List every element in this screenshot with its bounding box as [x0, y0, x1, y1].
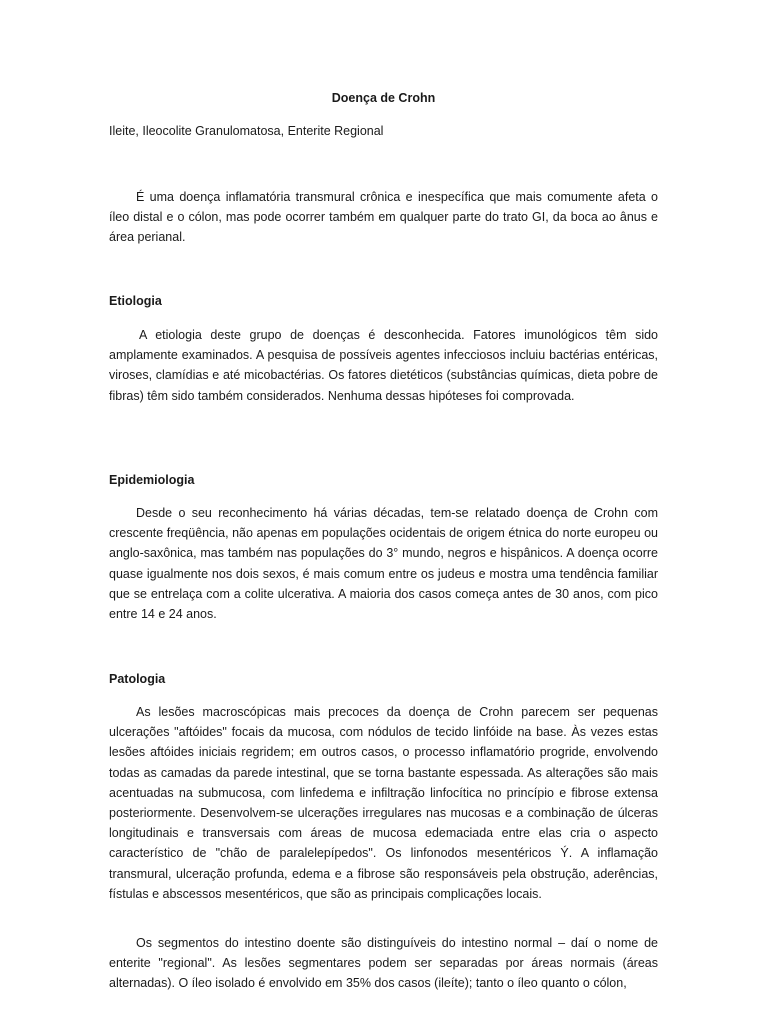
- document-subtitle: Ileite, Ileocolite Granulomatosa, Enterite Regional: [109, 124, 384, 138]
- intro-paragraph: É uma doença inflamatória transmural crônica e inespecífica que mais comumente afeta o íleo distal e o cólon, mas pode ocorrer também em qualquer parte do trato GI, da boca ao ânus e área perianal.: [109, 190, 658, 245]
- section-heading-etiologia: Etiologia: [109, 294, 162, 308]
- section-heading-patologia: Patologia: [109, 672, 166, 686]
- patologia-paragraph-1: As lesões macroscópicas mais precoces da doença de Crohn parecem ser pequenas ulcerações "aftóides" focais da mucosa, com nódulos de tecido linfóide na base. Às vezes estas lesões aftóides iniciais regridem; em outros casos, o processo inflamatório progride, envolvendo todas as camadas da parede intestinal, que se torna bastante espessada. As alterações são mais acentuadas na submucosa, com linfedema e infiltração linfocítica no princípio e fibrose extensa posteriormente. Desenvolvem-se ulcerações irregulares nas mucosas e a combinação de úlceras longitudinais e transversais com áreas de mucosa edemaciada entre elas cria o aspecto característico de "chão de paralelepípedos". Os linfonodos mesentéricos Ý. A inflamação transmural, ulceração profunda, edema e a fibrose são responsáveis pela obstrução, aderências, fístulas e abscessos mesentéricos, que são as principais complicações locais.: [109, 705, 658, 901]
- section-heading-epidemiologia: Epidemiologia: [109, 473, 195, 487]
- epidemiologia-paragraph: Desde o seu reconhecimento há várias décadas, tem-se relatado doença de Crohn com crescente freqüência, não apenas em populações ocidentais de origem étnica do norte europeu ou anglo-saxônica, mas também nas populações do 3° mundo, negros e hispânicos. A doença ocorre quase igualmente nos dois sexos, é mais comum entre os judeus e mostra uma tendência familiar que se entrelaça com a colite ulcerativa. A maioria dos casos começa antes de 30 anos, com pico entre 14 e 24 anos.: [109, 506, 658, 622]
- document-page: [109, 0, 658, 1024]
- document-title: Doença de Crohn: [331, 91, 436, 105]
- patologia-paragraph-2: Os segmentos do intestino doente são distinguíveis do intestino normal – daí o nome de enterite "regional". As lesões segmentares podem ser separadas por áreas normais (áreas alternadas). O íleo isolado é envolvido em 35% dos casos (ileíte); tanto o íleo quanto o cólon,: [109, 936, 658, 991]
- etiologia-paragraph: A etiologia deste grupo de doenças é desconhecida. Fatores imunológicos têm sido amplamente examinados. A pesquisa de possíveis agentes infecciosos incluiu bactérias entéricas, viroses, clamídias e até micobactérias. Os fatores dietéticos (substâncias químicas, dieta pobre de fibras) têm sido também considerados. Nenhuma dessas hipóteses foi comprovada.: [109, 328, 658, 403]
